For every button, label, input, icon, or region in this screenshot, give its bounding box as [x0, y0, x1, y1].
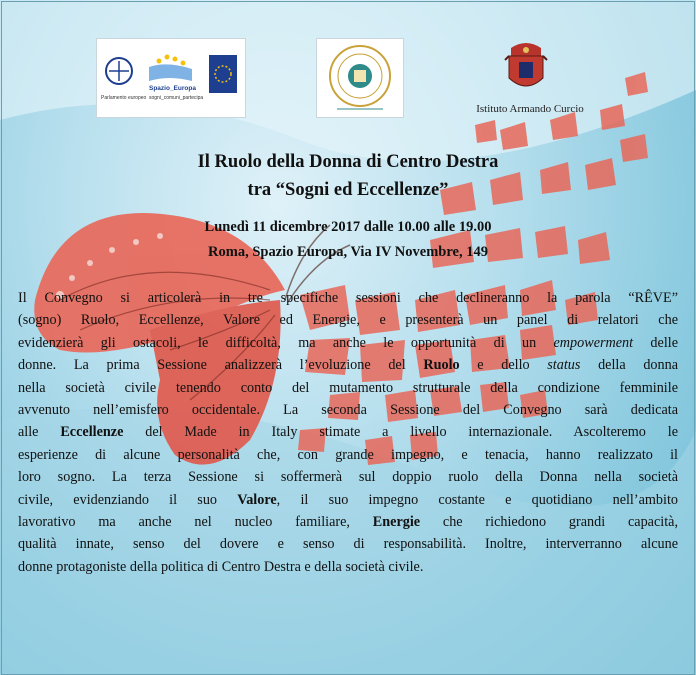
- eccellenze-term: Eccellenze: [60, 424, 124, 441]
- body-line: qualità innate, senso del dovere e senso di responsabilità. Inoltre, interverranno alcune: [18, 536, 678, 553]
- body-line: evidenzierà gli ostacoli, le difficoltà, ma anche le opportunità di un empowerment delle: [18, 334, 678, 351]
- curcio-crest-icon: [503, 38, 549, 96]
- stars-icon: [157, 55, 186, 66]
- curcio-label: Istituto Armando Curcio: [476, 103, 584, 115]
- status-term: status: [547, 357, 581, 374]
- energie-term: Energie: [372, 514, 421, 531]
- event-title: Il Ruolo della Donna di Centro Destra: [197, 152, 499, 172]
- cultural-center-logo: [316, 38, 404, 118]
- spazio-title: Spazio_Europa: [149, 85, 196, 92]
- body-line: alle Eccellenze del Made in Italy stimate a livello internazionale. Ascolteremo le: [18, 424, 678, 441]
- body-line: lavorativo ma anche nel nucleo familiare, Energie che richiedono grandi capacità,: [18, 514, 678, 531]
- event-subtitle: tra “Sogni ed Eccellenze”: [247, 180, 449, 200]
- event-location: Roma, Spazio Europa, Via IV Novembre, 149: [208, 244, 488, 260]
- event-description: [18, 287, 678, 578]
- eu-caption: Parlamento europeo: [101, 95, 147, 101]
- spazio-europa-logo: [96, 38, 246, 118]
- body-line: civile, evidenziando il suo Valore, il suo impegno costante e quotidiano nell’ambito: [18, 491, 678, 508]
- empowerment-term: empowerment: [553, 334, 634, 351]
- body-line: donne. La prima Sessione analizzerà l’evoluzione del Ruolo e dello status della donna: [18, 357, 678, 374]
- european-parliament-icon: [106, 58, 132, 84]
- body-line: avvenuto nell’emisfero occidentale. La seconda Sessione del Convegno sarà dedicata: [18, 402, 678, 419]
- eu-flag-icon: [209, 55, 237, 93]
- body-line: Il Convegno si articolerà in tre specifiche sessioni che declineranno la parola “RÊVE”: [18, 290, 678, 306]
- event-date: Lunedì 11 dicembre 2017 dalle 10.00 alle 19.00: [204, 219, 492, 235]
- body-line: donne protagoniste della politica di Centro Destra e della società civile.: [18, 558, 424, 575]
- spazio-subtitle: sogni_comuni_partecipa: [149, 95, 204, 101]
- body-line: (sogno) Ruolo, Eccellenze, Valore ed Energie, e presenterà un panel di relatori che: [18, 312, 678, 329]
- body-line: esperienze di alcune personalità che, con grande impegno, e tenacia, hanno realizzato il: [18, 446, 678, 463]
- ruolo-term: Ruolo: [423, 357, 460, 374]
- valore-term: Valore: [237, 491, 277, 508]
- body-line: nella società civile tenendo conto del mutamento strutturale della condizione femminile: [18, 379, 678, 396]
- body-line: loro sogno. La terza Sessione si soffermerà sul doppio ruolo della Donna nella società: [18, 469, 678, 486]
